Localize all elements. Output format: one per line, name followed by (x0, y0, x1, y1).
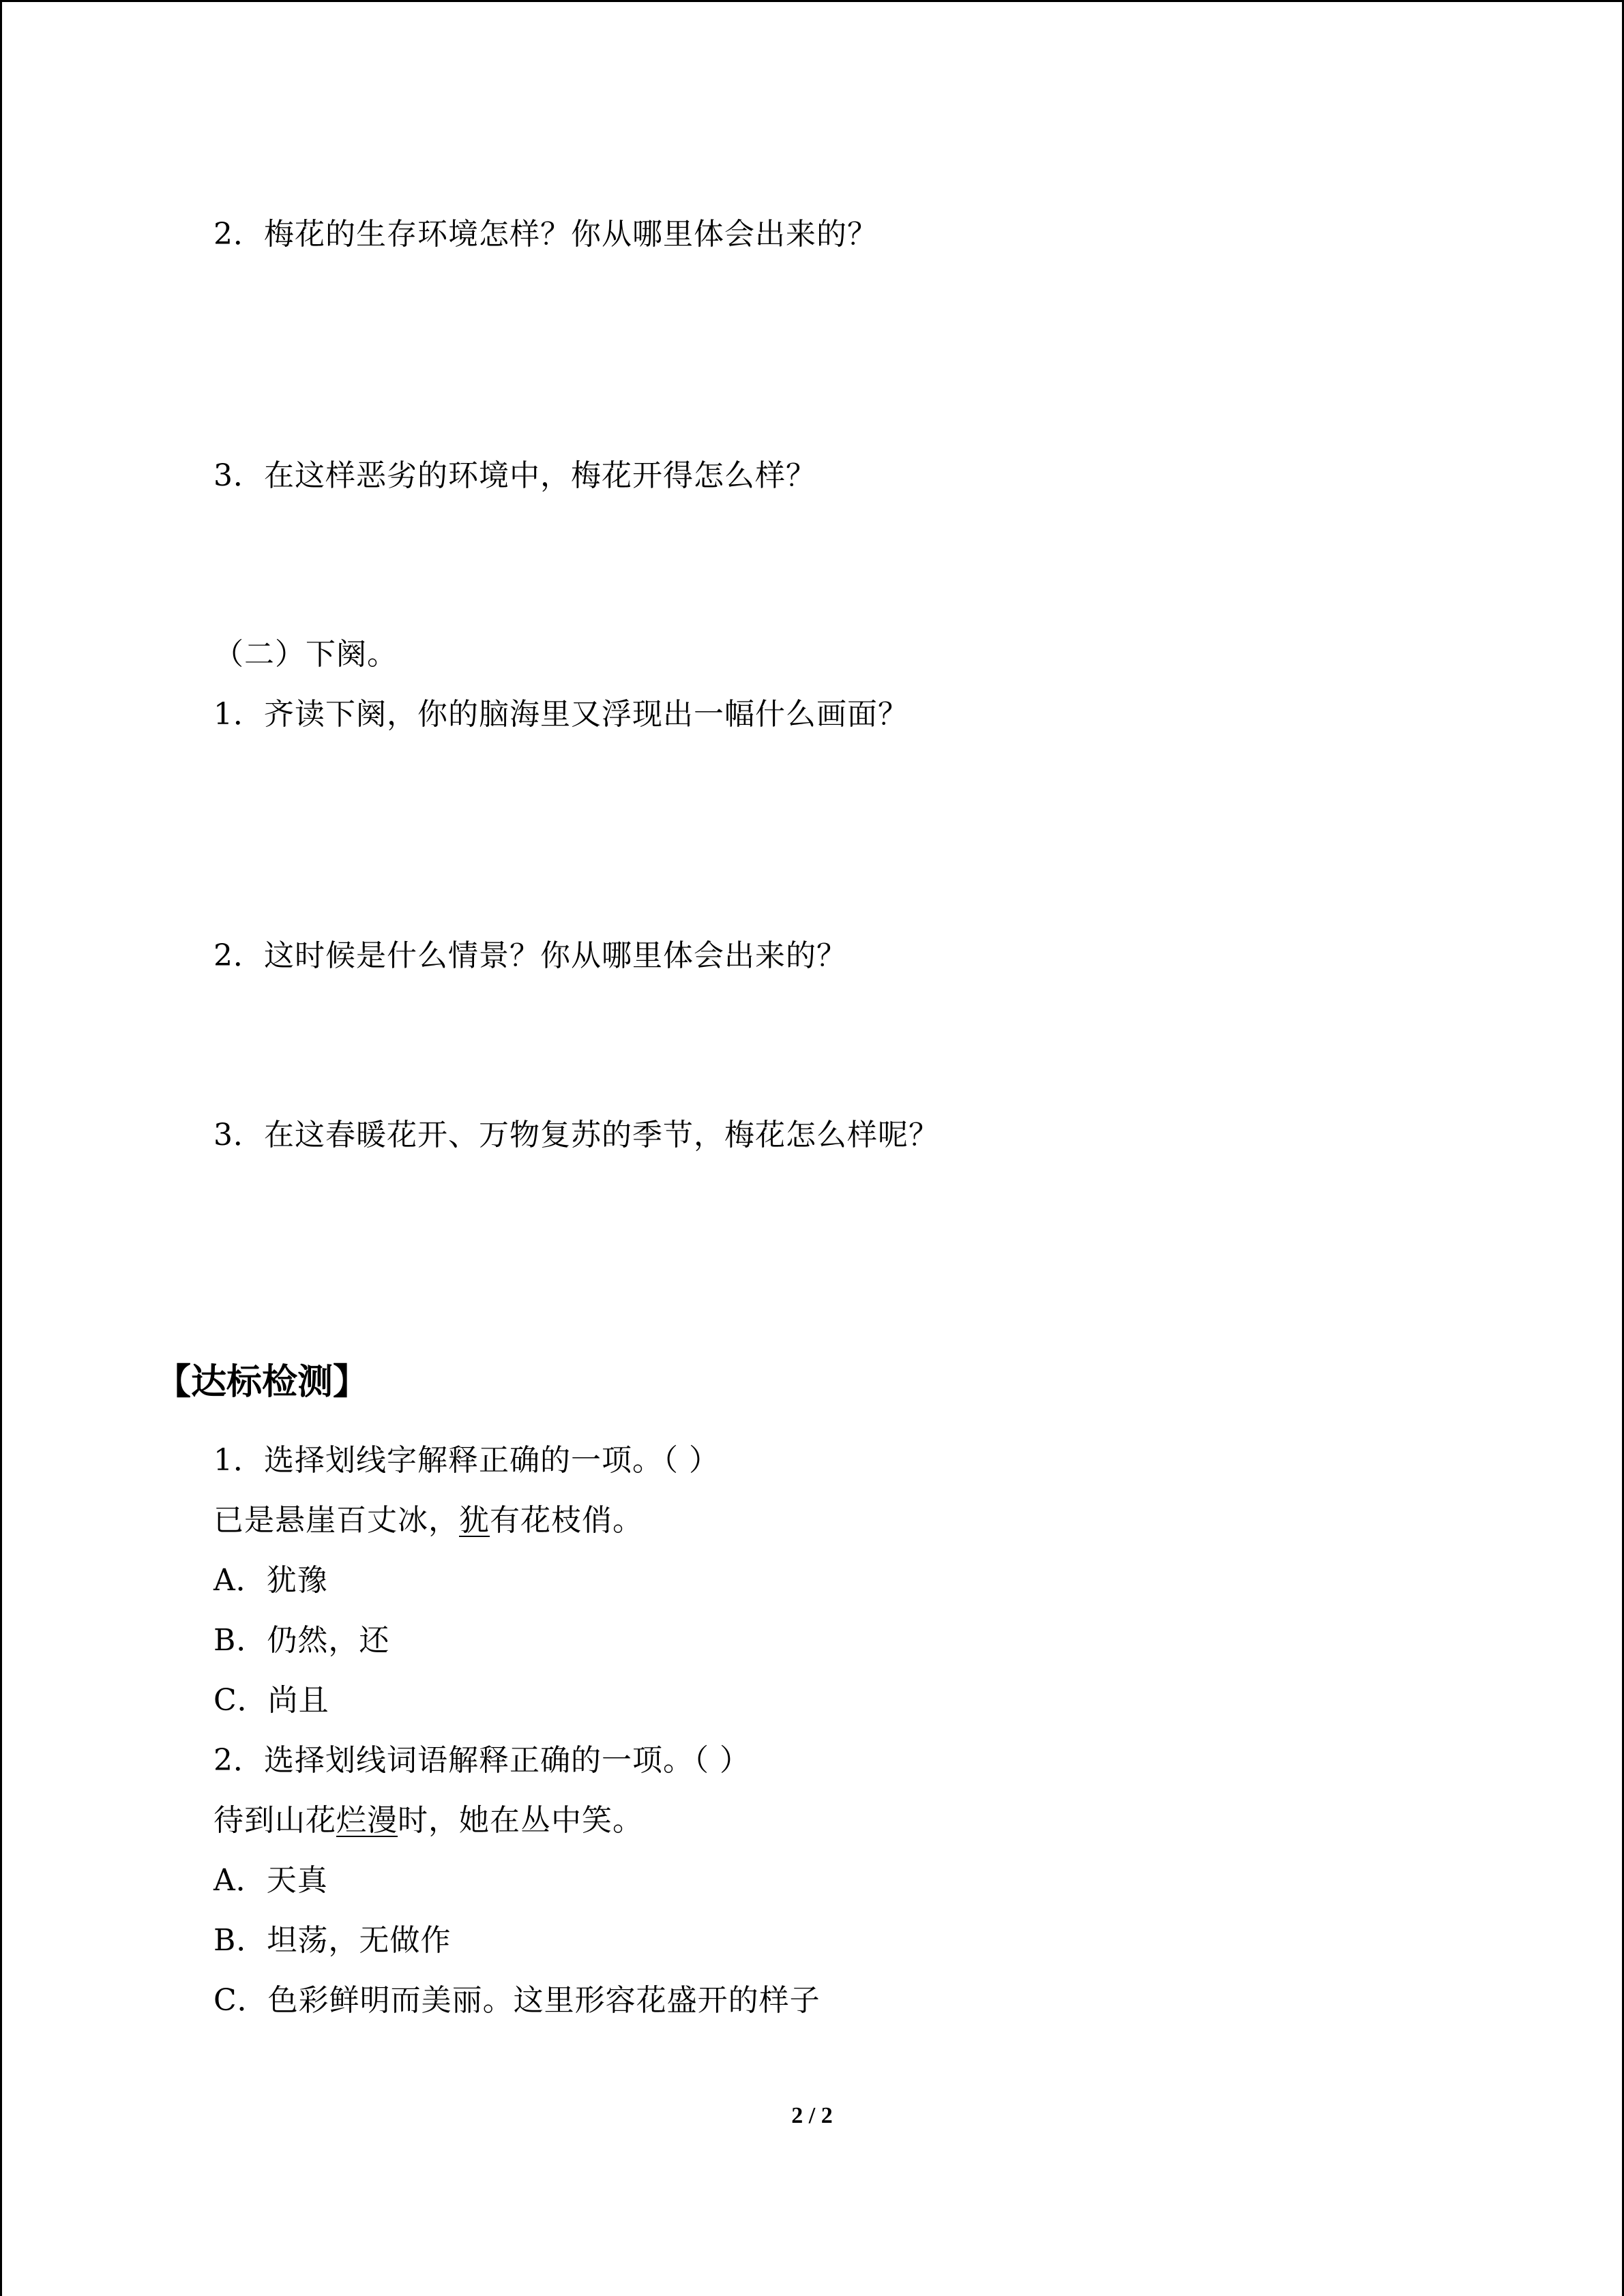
part1-question-2: 2．梅花的生存环境怎样？你从哪里体会出来的？ (213, 217, 878, 252)
sentence-1-post: 有花枝俏。 (490, 1503, 643, 1538)
page-number: 2 / 2 (791, 2103, 833, 2128)
part2-question-3: 3．在这春暖花开、万物复苏的季节，梅花怎么样呢？ (213, 1118, 939, 1152)
part1-question-3: 3．在这样恶劣的环境中，梅花开得怎么样？ (213, 458, 816, 493)
section-title-xiaque: （二）下阕。 (213, 637, 398, 672)
test-2-option-a: A．天真 (213, 1863, 328, 1898)
test-heading: 【达标检测】 (156, 1362, 369, 1403)
part2-question-2: 2．这时候是什么情景？你从哪里体会出来的？ (213, 938, 847, 973)
sentence-2-pre: 待到山花 (213, 1803, 336, 1838)
test-1-option-c: C．尚且 (213, 1683, 329, 1718)
sentence-2-underlined: 烂漫 (336, 1803, 398, 1838)
test-question-1: 1．选择划线字解释正确的一项。（ ） (213, 1443, 720, 1478)
test-1-option-a: A．犹豫 (213, 1563, 328, 1598)
test-2-option-c: C．色彩鲜明而美丽。这里形容花盛开的样子 (213, 1983, 821, 2018)
test-question-2: 2．选择划线词语解释正确的一项。（ ） (213, 1743, 750, 1778)
sentence-1-underlined: 犹 (459, 1503, 490, 1538)
part2-question-1: 1．齐读下阕，你的脑海里又浮现出一幅什么画面？ (213, 697, 909, 732)
test-sentence-2 (213, 1800, 643, 1841)
sentence-1-pre: 已是悬崖百丈冰， (213, 1503, 459, 1538)
test-sentence-1 (213, 1500, 643, 1541)
test-2-option-b: B．坦荡，无做作 (213, 1923, 452, 1958)
sentence-2-post: 时，她在丛中笑。 (398, 1803, 643, 1838)
test-1-option-b: B．仍然，还 (213, 1623, 390, 1658)
